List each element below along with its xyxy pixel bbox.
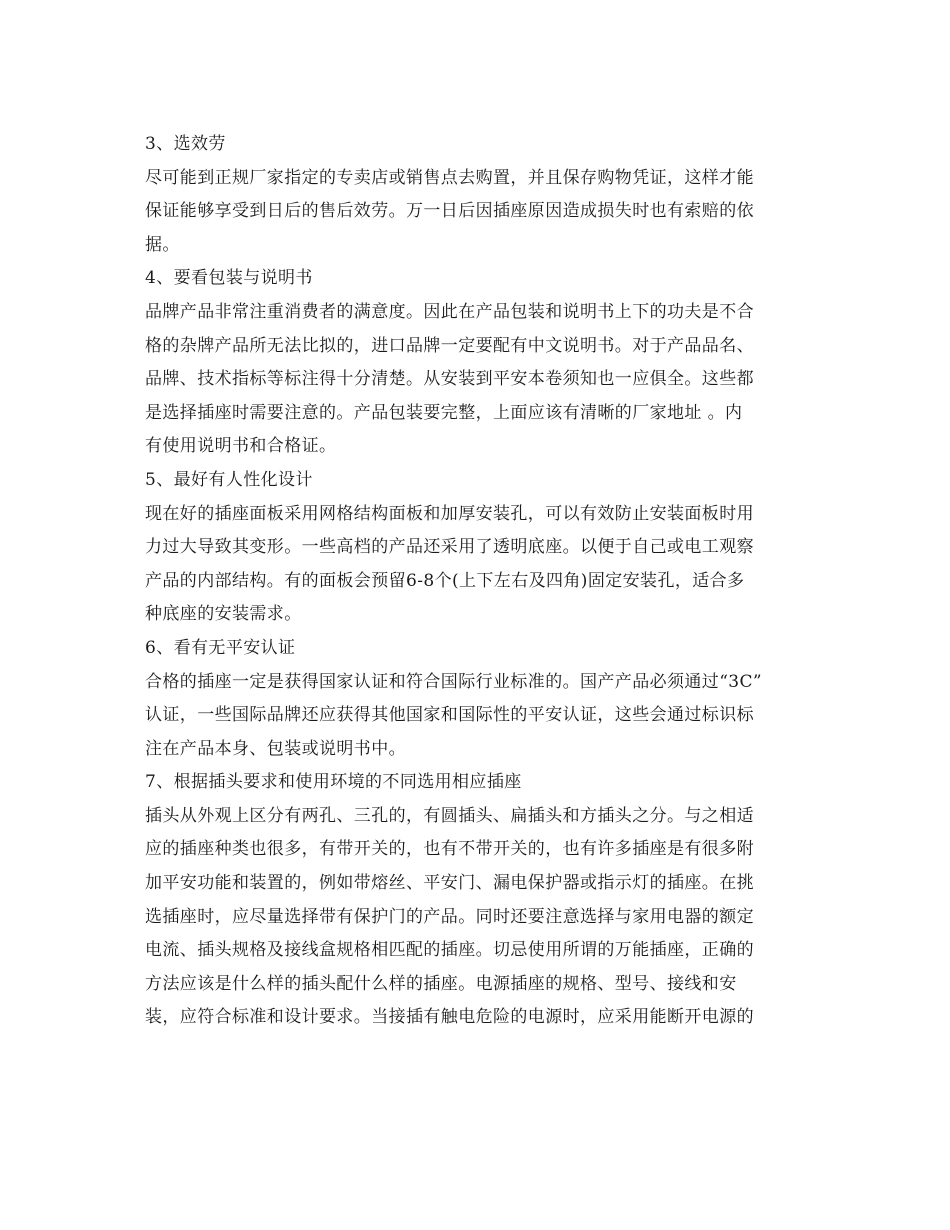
- paragraph-line: 格的杂牌产品所无法比拟的，进口品牌一定要配有中文说明书。对于产品品名、: [145, 335, 754, 356]
- paragraph-line: 合格的插座一定是获得国家认证和符合国际行业标准的。国产产品必须通过“3C”: [145, 671, 763, 692]
- paragraph-line: 是选择插座时需要注意的。产品包装要完整，上面应该有清晰的厂家地址 。内: [145, 402, 743, 423]
- section-heading-design: 5、最好有人性化设计: [145, 469, 313, 490]
- paragraph-line: 产品的内部结构。有的面板会预留6-8个(上下左右及四角)固定安装孔，适合多: [145, 570, 745, 591]
- section-heading-packaging: 4、要看包装与说明书: [145, 268, 313, 289]
- section-heading-service: 3、选效劳: [145, 134, 226, 154]
- paragraph-line: 认证，一些国际品牌还应获得其他国家和国际性的平安认证，这些会通过标识标: [145, 705, 754, 726]
- document-body: [145, 128, 805, 1035]
- paragraph-line: 品牌、技术指标等标注得十分清楚。从安装到平安本卷须知也一应俱全。这些都: [145, 369, 754, 390]
- paragraph-line: 电流、插头规格及接线盒规格相匹配的插座。切忌使用所谓的万能插座，正确的: [145, 940, 754, 961]
- paragraph-line: 尽可能到正规厂家指定的专卖店或销售点去购置，并且保存购物凭证，这样才能: [145, 167, 754, 188]
- paragraph-line: 品牌产品非常注重消费者的满意度。因此在产品包装和说明书上下的功夫是不合: [145, 301, 754, 322]
- paragraph-line: 有使用说明书和合格证。: [145, 436, 337, 457]
- paragraph-line: 插头从外观上区分有两孔、三孔的，有圆插头、扁插头和方插头之分。与之相适: [145, 805, 754, 826]
- paragraph-line: 应的插座种类也很多，有带开关的，也有不带开关的，也有许多插座是有很多附: [145, 839, 754, 860]
- paragraph-line: 现在好的插座面板采用网格结构面板和加厚安装孔，可以有效防止安装面板时用: [145, 503, 754, 524]
- paragraph-line: 选插座时，应尽量选择带有保护门的产品。同时还要注意选择与家用电器的额定: [145, 906, 754, 927]
- paragraph-line: 方法应该是什么样的插头配什么样的插座。电源插座的规格、型号、接线和安: [145, 973, 737, 994]
- paragraph-line: 加平安功能和装置的，例如带熔丝、平安门、漏电保护器或指示灯的插座。在挑: [145, 873, 754, 894]
- paragraph-line: 注在产品本身、包装或说明书中。: [145, 738, 406, 759]
- paragraph-line: 保证能够享受到日后的售后效劳。万一日后因插座原因造成损失时也有索赔的依: [145, 201, 754, 222]
- section-heading-selection: 7、根据插头要求和使用环境的不同选用相应插座: [145, 772, 522, 793]
- paragraph-line: 力过大导致其变形。一些高档的产品还采用了透明底座。以便于自己或电工观察: [145, 537, 754, 558]
- section-heading-certification: 6、看有无平安认证: [145, 637, 296, 658]
- paragraph-line: 装，应符合标准和设计要求。当接插有触电危险的电源时，应采用能断开电源的: [145, 1007, 754, 1028]
- paragraph-line: 种底座的安装需求。: [145, 604, 302, 625]
- paragraph-line: 据。: [145, 234, 180, 255]
